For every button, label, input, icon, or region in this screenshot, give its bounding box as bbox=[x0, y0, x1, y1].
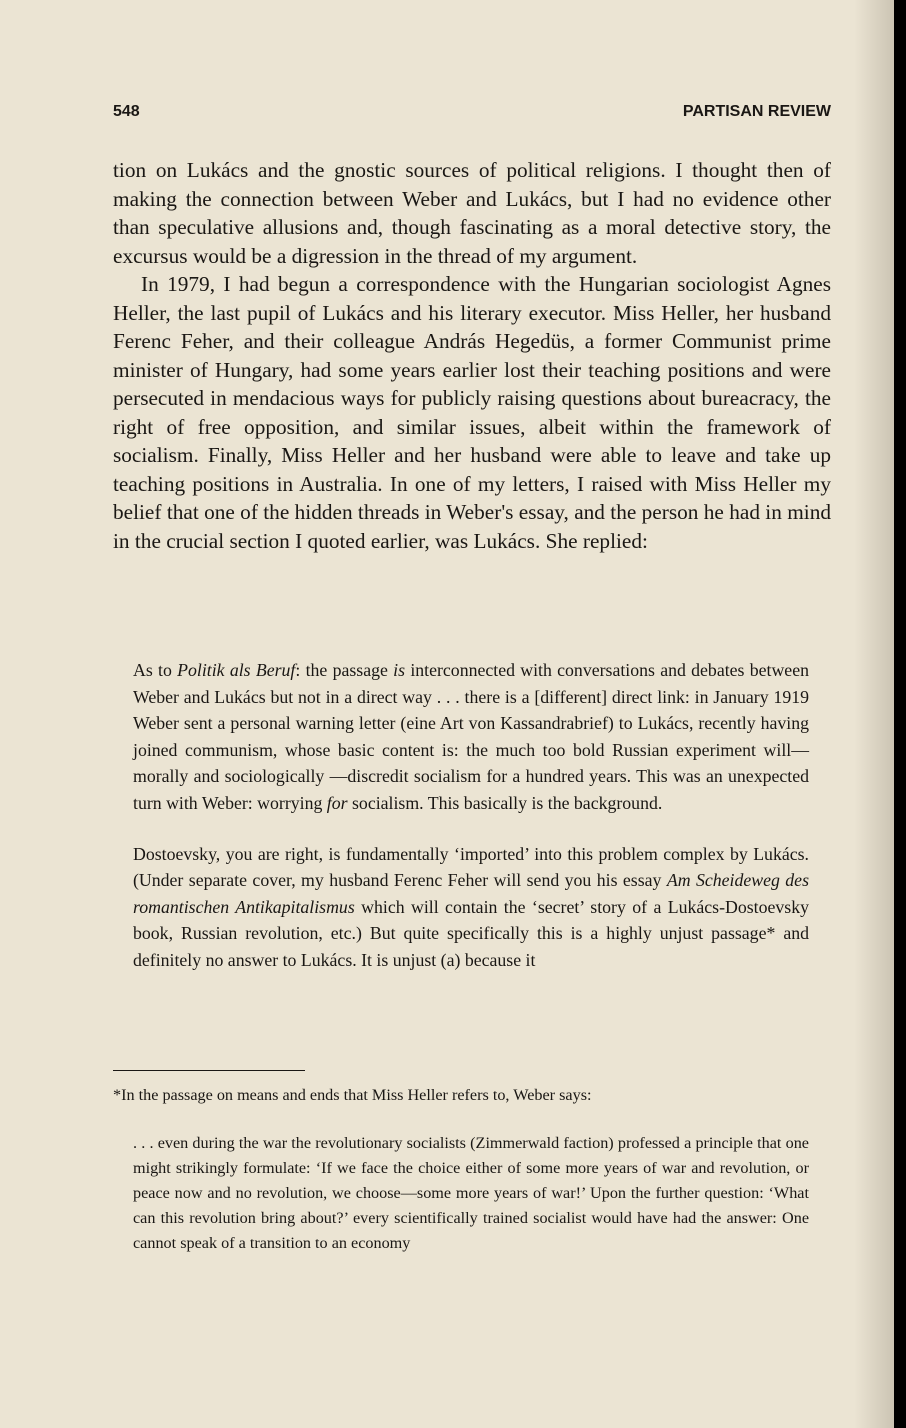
quote-paragraph-2 bbox=[133, 841, 809, 974]
quote-italic-title: Politik als Beruf bbox=[177, 660, 296, 680]
quote-text: Dostoevsky, you are right, is fundamentally ‘imported’ into this problem complex by Lukács. (Under separate cover, my husband Ferenc Feher will send you his essay bbox=[133, 843, 809, 891]
journal-title: PARTISAN REVIEW bbox=[682, 103, 831, 120]
quote-italic-word: for bbox=[326, 792, 348, 813]
page-number: 548 bbox=[113, 103, 140, 120]
paragraph-2: In 1979, I had begun a correspondence with the Hungarian sociologist Agnes Heller, the last pupil of Lukács and his literary executor. Miss Heller, her husband Ferenc Feher, and their colleague András Hegedüs, a former Communist prime minister of Hungary, had some years earlier lost their teaching positions and were persecuted in mendacious ways for publicly raising questions about bureacracy, the right of free opposition, and similar issues, albeit within the framework of socialism. Finally, Miss Heller and her husband were able to leave and take up teaching positions in Australia. In one of my letters, I raised with Miss Heller my belief that one of the hidden threads in Weber's essay, and the person he had in mind in the crucial section I quoted earlier, was Lukács. She replied: bbox=[113, 272, 831, 553]
quote-italic-word: is bbox=[393, 660, 406, 680]
running-head bbox=[113, 103, 831, 127]
footnote-quote-text: . . . even during the war the revolutionary socialists (Zimmerwald faction) professed a principle that one might strikingly formulate: ‘If we face the choice either of some more years of war and revolution, or peace now and no revolution, we choose—some more years of war!’ Upon the further question: ‘What can this revolution bring about?’ every scientifically trained socialist would have had the answer: One cannot speak of a transition to an economy bbox=[133, 1134, 809, 1252]
paragraph-1: tion on Lukács and the gnostic sources of political religions. I thought then of making the connection between Weber and Lukács, but I had no evidence other than speculative allusions and, though fascinating as a moral detective story, the excursus would be a digression in the thread of my argument. bbox=[113, 158, 831, 268]
quote-italic-title: Am Scheideweg des romantischen Antikapitalismus bbox=[133, 870, 809, 917]
quote-text: which will contain the ‘secret’ story of a Lukács-Dostoevsky book, Russian revolution, etc.) But quite specifically this is a highly unjust passage* and definitely no answer to Lukács. It is unjust (a) because it bbox=[133, 896, 809, 970]
footnote-quote bbox=[133, 1131, 809, 1256]
main-text bbox=[113, 156, 831, 555]
footnote-rule bbox=[113, 1070, 305, 1071]
quote-text: interconnected with conversations and debates between Weber and Lukács but not in a direct way . . . there is a [different] direct link: in January 1919 Weber sent a personal warning letter (eine Art von Kassandrabrief) to Lukács, recently having joined communism, whose basic content is: the much too bold Russian experiment will—morally and sociologically —discredit socialism for a hundred years. This was an unexpected turn with Weber: worrying bbox=[133, 660, 809, 813]
quote-text: : the passage bbox=[295, 660, 394, 680]
quote-text: socialism. This basically is the background. bbox=[347, 792, 663, 813]
footnote bbox=[113, 1083, 831, 1107]
footnote-text: *In the passage on means and ends that Miss Heller refers to, Weber says: bbox=[113, 1086, 592, 1104]
block-quote bbox=[133, 657, 809, 974]
quote-paragraph-1 bbox=[133, 657, 809, 817]
quote-text: As to bbox=[133, 660, 178, 680]
